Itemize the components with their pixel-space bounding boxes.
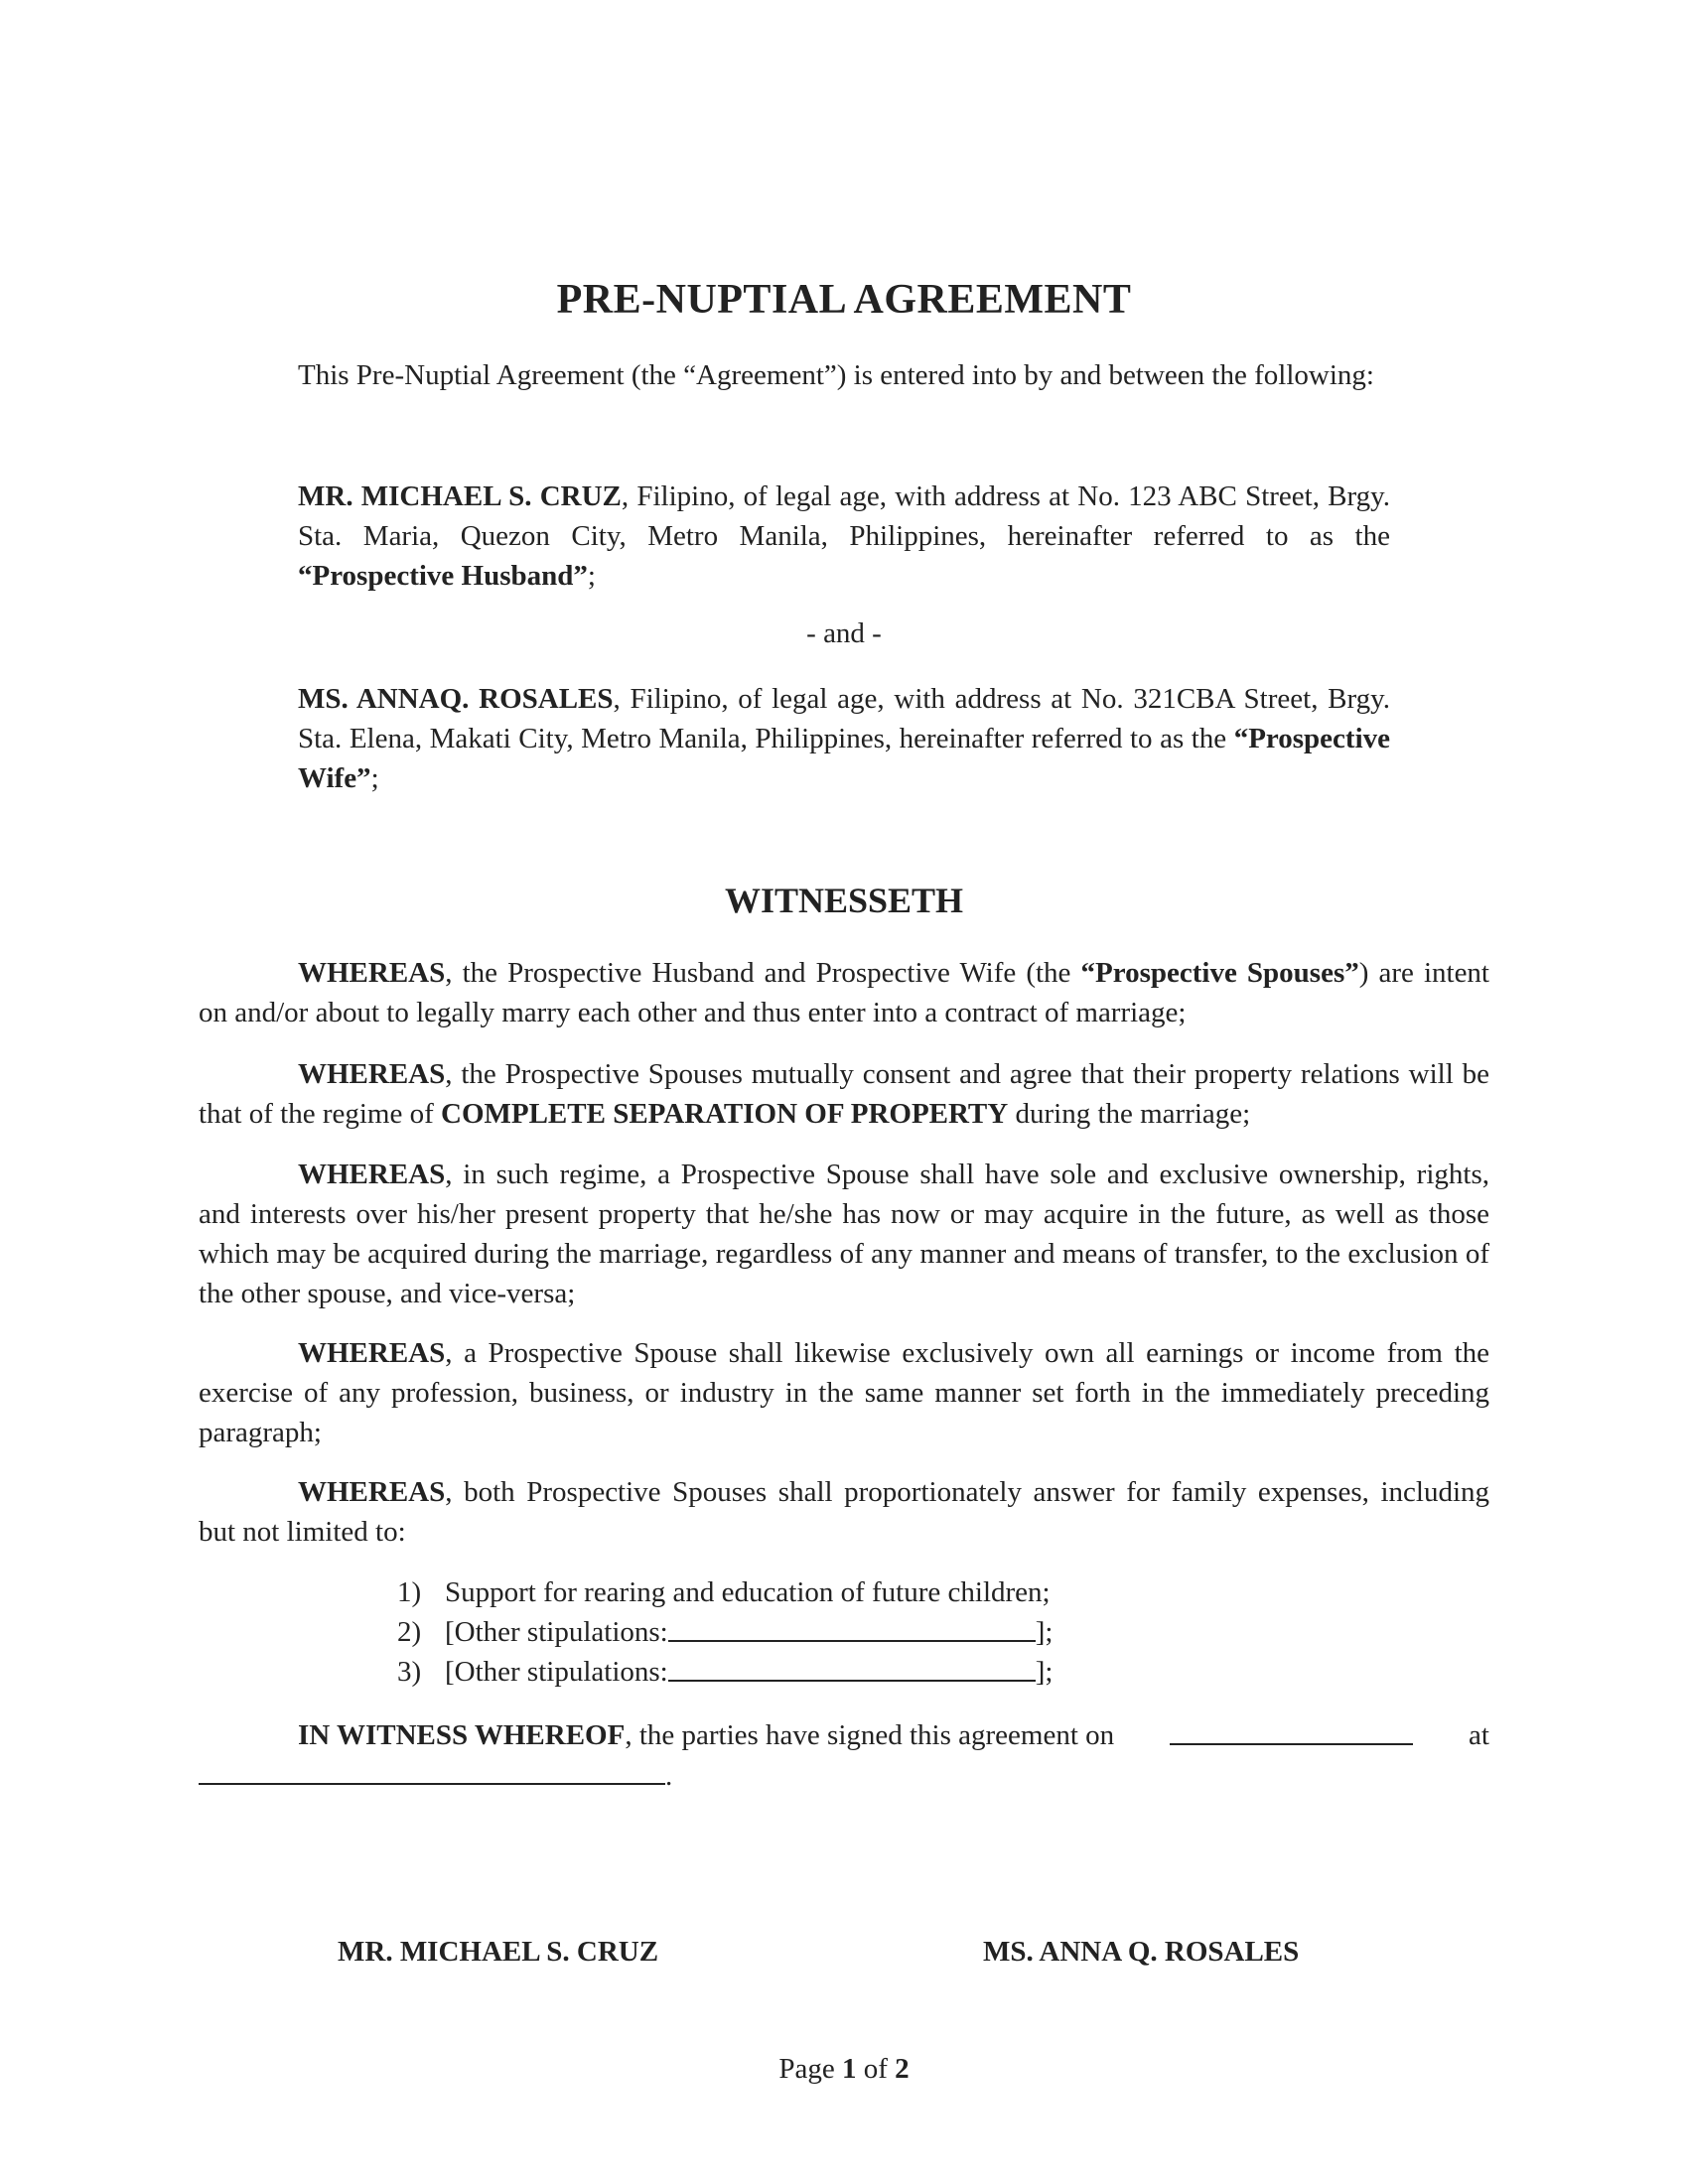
whereas-word: WHEREAS (298, 1058, 446, 1090)
whereas-4-text: , a Prospective Spouse shall likewise exclusively own all earnings or income from the exercise of any profession, business, or industry in the same manner set forth in the immediately preceding paragraph; (199, 1337, 1489, 1448)
list-text: Support for rearing and education of future children; (445, 1576, 1051, 1608)
wife-designation: “Prospective Wife” (298, 723, 1390, 794)
witness-lead (298, 1715, 1114, 1755)
page-word: Page (778, 2053, 835, 2085)
list-number: 1) (397, 1576, 422, 1608)
whereas-5-text: , both Prospective Spouses shall proportionately answer for family expenses, including but not limited to: (199, 1476, 1489, 1548)
whereas-clause-5 (199, 1472, 1489, 1552)
husband-details: , Filipino, of legal age, with address at No. 123 ABC Street, Brgy. Sta. Maria, Quezon City, Metro Manila, Philippines, hereinafter referred to as the (298, 480, 1390, 552)
husband-name: MR. MICHAEL S. CRUZ (298, 480, 622, 512)
witnesseth-heading: WITNESSETH (724, 881, 964, 920)
wife-details: , Filipino, of legal age, with address at No. 321CBA Street, Brgy. Sta. Elena, Makati City, Metro Manila, Philippines, hereinafter referred to as the (298, 683, 1390, 754)
whereas-1-bold: “Prospective Spouses” (1080, 957, 1359, 989)
witness-bold: IN WITNESS WHEREOF (298, 1719, 626, 1751)
list-text: [Other stipulations: (445, 1656, 668, 1688)
husband-designation: “Prospective Husband” (298, 560, 588, 592)
whereas-clause-3 (199, 1155, 1489, 1313)
witness-paragraph (199, 1715, 1489, 1796)
list-item (397, 1652, 1192, 1692)
list-number: 3) (397, 1656, 422, 1688)
page-of-word: of (863, 2053, 888, 2085)
stipulation-blank-line[interactable] (668, 1612, 1036, 1642)
witness-text: , the parties have signed this agreement on (625, 1719, 1115, 1751)
whereas-clause-1 (199, 953, 1489, 1032)
page-current: 1 (841, 2053, 857, 2085)
document-title: PRE-NUPTIAL AGREEMENT (556, 277, 1132, 323)
witness-line-2 (199, 1755, 1489, 1796)
page-footer (0, 2053, 1688, 2086)
witness-at: at (1469, 1719, 1489, 1751)
witness-end: . (665, 1760, 673, 1792)
whereas-clause-4 (199, 1333, 1489, 1452)
party-husband-paragraph (298, 477, 1390, 596)
signature-husband: MR. MICHAEL S. CRUZ (338, 1936, 659, 1968)
whereas-1-text-b: ) are intent on and/or about to legally marry each other and thus enter into a contract of marriage; (199, 957, 1489, 1028)
list-item (397, 1612, 1192, 1652)
party-wife-paragraph (298, 679, 1390, 798)
place-blank-line[interactable] (199, 1755, 665, 1785)
list-end: ]; (1035, 1656, 1054, 1688)
whereas-clause-2 (199, 1054, 1489, 1134)
and-separator: - and - (806, 617, 882, 649)
husband-end: ; (587, 560, 596, 592)
whereas-3-text: , in such regime, a Prospective Spouse shall have sole and exclusive ownership, rights, and interests over his/her present property that he/she has now or may acquire in the future, as well as those which may be acquired during the marriage, regardless of any manner and means of transfer, to the exclusion of the other spouse, and vice-versa; (199, 1159, 1489, 1309)
date-blank-line[interactable] (1170, 1715, 1413, 1745)
stipulation-blank-line[interactable] (668, 1652, 1036, 1682)
list-text: [Other stipulations: (445, 1616, 668, 1648)
list-end: ]; (1035, 1616, 1054, 1648)
whereas-word: WHEREAS (298, 957, 446, 989)
whereas-2-bold: COMPLETE SEPARATION OF PROPERTY (441, 1098, 1009, 1130)
list-item (397, 1572, 1192, 1612)
list-number: 2) (397, 1616, 422, 1648)
whereas-word: WHEREAS (298, 1337, 446, 1369)
witness-line-1 (199, 1715, 1489, 1755)
page-total: 2 (895, 2053, 910, 2085)
wife-name: MS. ANNAQ. ROSALES (298, 683, 614, 715)
wife-end: ; (370, 762, 379, 794)
signature-wife: MS. ANNA Q. ROSALES (983, 1936, 1300, 1968)
intro-paragraph: This Pre-Nuptial Agreement (the “Agreement”) is entered into by and between the following: (298, 359, 1374, 391)
whereas-word: WHEREAS (298, 1476, 446, 1508)
whereas-2-text-b: during the marriage; (1008, 1098, 1251, 1130)
expense-list (397, 1572, 1192, 1692)
whereas-word: WHEREAS (298, 1159, 446, 1190)
whereas-1-text-a: , the Prospective Husband and Prospective Wife (the (445, 957, 1081, 989)
whereas-2-text-a: , the Prospective Spouses mutually consent and agree that their property relations will be that of the regime of (199, 1058, 1489, 1130)
